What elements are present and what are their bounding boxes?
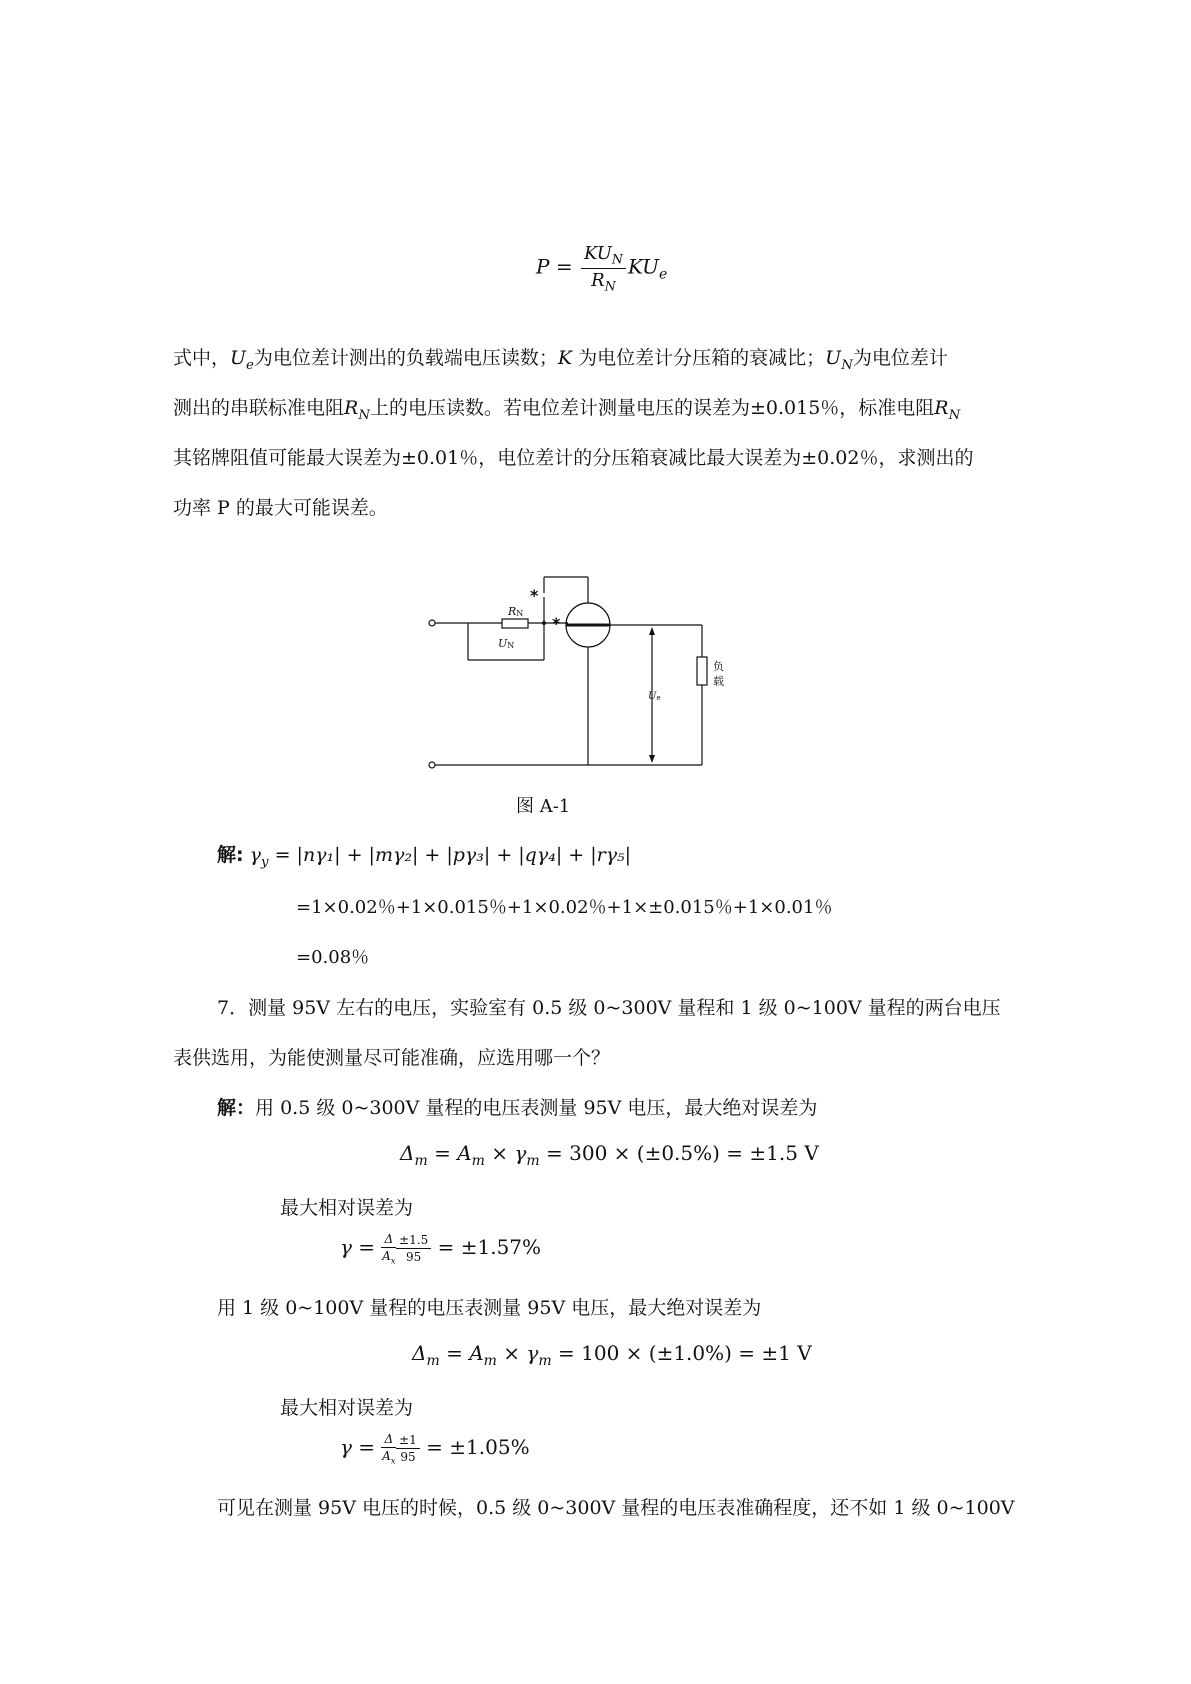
- gamma-sub: y: [261, 854, 269, 870]
- solution2-intro-2: 用 1 级 0~100V 量程的电压表测量 95V 电压，最大绝对误差为: [217, 1297, 762, 1319]
- formula-lhs: P =: [536, 254, 573, 279]
- formula-power: [536, 243, 667, 293]
- text: = ±1.57%: [437, 1235, 542, 1260]
- question7-line-2: 表供选用，为能使测量尽可能准确，应选用哪一个？: [173, 1047, 611, 1069]
- rel-error-label-1: 最大相对误差为: [280, 1197, 414, 1219]
- text: = ±1.05%: [426, 1435, 530, 1460]
- load-resistor: [697, 657, 707, 685]
- symbol-rn: R: [934, 397, 949, 419]
- solution-colon: :: [236, 844, 244, 866]
- symbol-ue: U: [230, 347, 247, 369]
- text: = A: [427, 1141, 472, 1165]
- rel-error-label-2: 最大相对误差为: [280, 1397, 414, 1419]
- formula-rhs-sub: e: [659, 266, 668, 283]
- input-terminal-top: [429, 620, 435, 626]
- load-label-2: 载: [713, 675, 724, 688]
- text: 测出的串联标准电阻: [173, 397, 345, 419]
- symbol-rn-sub: N: [358, 407, 370, 423]
- conclusion-line: 可见在测量 95V 电压的时候，0.5 级 0~300V 量程的电压表准确程度，还不如 1 级 0~100V: [217, 1497, 1015, 1519]
- delta-symbol: Δ: [412, 1341, 427, 1365]
- intro-line-4: 功率 P 的最大可能误差。: [173, 497, 388, 519]
- equation-rel-error-2: [340, 1432, 530, 1465]
- num: Δ: [381, 1432, 396, 1448]
- den: 95: [400, 1450, 416, 1465]
- text: 上的电压读数。若电位差计测量电压的误差为±0.015％，标准电阻: [369, 397, 935, 419]
- fraction-delta-ax: [381, 1432, 396, 1465]
- solution-label: 解: [217, 844, 237, 866]
- text: 为电位差计分压箱的衰减比；: [572, 347, 826, 369]
- sub: x: [390, 1455, 396, 1466]
- sub: m: [471, 1153, 485, 1169]
- formula-denominator-sub: N: [604, 278, 616, 294]
- text: = 300 × (±0.5%) = ±1.5 V: [539, 1141, 819, 1165]
- text: × γ: [496, 1341, 539, 1365]
- num: Δ: [381, 1232, 396, 1248]
- star-mark-2: *: [552, 614, 561, 633]
- fraction-delta-ax: [381, 1232, 396, 1265]
- sub: m: [538, 1353, 552, 1369]
- gamma-lhs: γ =: [340, 1235, 376, 1260]
- label-ue: Ue: [648, 691, 661, 702]
- text: × γ: [484, 1141, 527, 1165]
- num: ±1.5: [396, 1233, 431, 1249]
- sub: m: [414, 1153, 428, 1169]
- figure-caption: 图 A-1: [516, 796, 571, 817]
- text: 为电位差计测出的负载端电压读数；: [253, 347, 558, 369]
- equation-rel-error-1: [340, 1232, 541, 1265]
- symbol-rn: R: [344, 397, 359, 419]
- symbol-un: U: [825, 347, 842, 369]
- formula-numerator: KU: [583, 243, 612, 264]
- symbol-un-sub: N: [841, 357, 853, 373]
- symbol-k: K: [557, 347, 573, 369]
- question7-line-1: 7．测量 95V 左右的电压，实验室有 0.5 级 0~300V 量程和 1 级 0~100V 量程的两台电压: [217, 997, 1001, 1019]
- label-rn: RN: [508, 605, 524, 618]
- text: = A: [439, 1341, 484, 1365]
- solution1-line-2: =1×0.02％+1×0.015％+1×0.02％+1×±0.015％+1×0.01％: [296, 897, 833, 918]
- num: ±1: [396, 1433, 420, 1449]
- formula-denominator: R: [591, 269, 605, 291]
- gamma-lhs: γ =: [340, 1435, 376, 1460]
- load-label-1: 负: [713, 660, 724, 673]
- circuit-diagram: [420, 575, 724, 775]
- formula-numerator-sub: N: [611, 251, 623, 267]
- star-mark-1: *: [530, 586, 539, 605]
- sub: m: [526, 1153, 540, 1169]
- sub: m: [426, 1353, 440, 1369]
- intro-line-1: [173, 343, 948, 373]
- intro-line-2: [173, 393, 960, 423]
- gamma-symbol: γ: [249, 844, 262, 866]
- den: 95: [406, 1250, 422, 1265]
- equation-abs-error-1: [400, 1141, 819, 1169]
- solution-colon: ：: [236, 1097, 256, 1119]
- label-un: UN: [498, 637, 515, 650]
- formula-rhs: KU: [627, 254, 660, 279]
- gamma-expression: = |nγ₁| + |mγ₂| + |pγ₃| + |qγ₄| + |rγ₅|: [268, 844, 632, 866]
- fraction-value: [396, 1433, 420, 1464]
- solution-label: 解: [217, 1097, 237, 1119]
- text: 为电位差计: [852, 347, 948, 369]
- solution1-line-1: [217, 840, 631, 870]
- solution1-line-3: =0.08％: [296, 947, 370, 968]
- delta-symbol: Δ: [400, 1141, 415, 1165]
- equation-abs-error-2: [412, 1341, 812, 1369]
- symbol-ue-sub: e: [246, 357, 254, 373]
- sub: m: [483, 1353, 497, 1369]
- formula-fraction: [581, 243, 626, 293]
- input-terminal-bottom: [429, 762, 435, 768]
- sub: x: [390, 1255, 396, 1266]
- den: A: [382, 1249, 391, 1263]
- intro-line-3: 其铭牌阻值可能最大误差为±0.01％，电位差计的分压箱衰减比最大误差为±0.02％，求测出的: [173, 447, 974, 469]
- resistor-rn: [502, 619, 528, 628]
- den: A: [382, 1449, 391, 1463]
- solution2-intro: [217, 1093, 817, 1120]
- text: 用 0.5 级 0~300V 量程的电压表测量 95V 电压，最大绝对误差为: [255, 1097, 818, 1119]
- text: = 100 × (±1.0%) = ±1 V: [551, 1341, 812, 1365]
- text: 式中，: [173, 347, 231, 369]
- symbol-rn-sub: N: [948, 407, 961, 423]
- fraction-value: [396, 1233, 431, 1264]
